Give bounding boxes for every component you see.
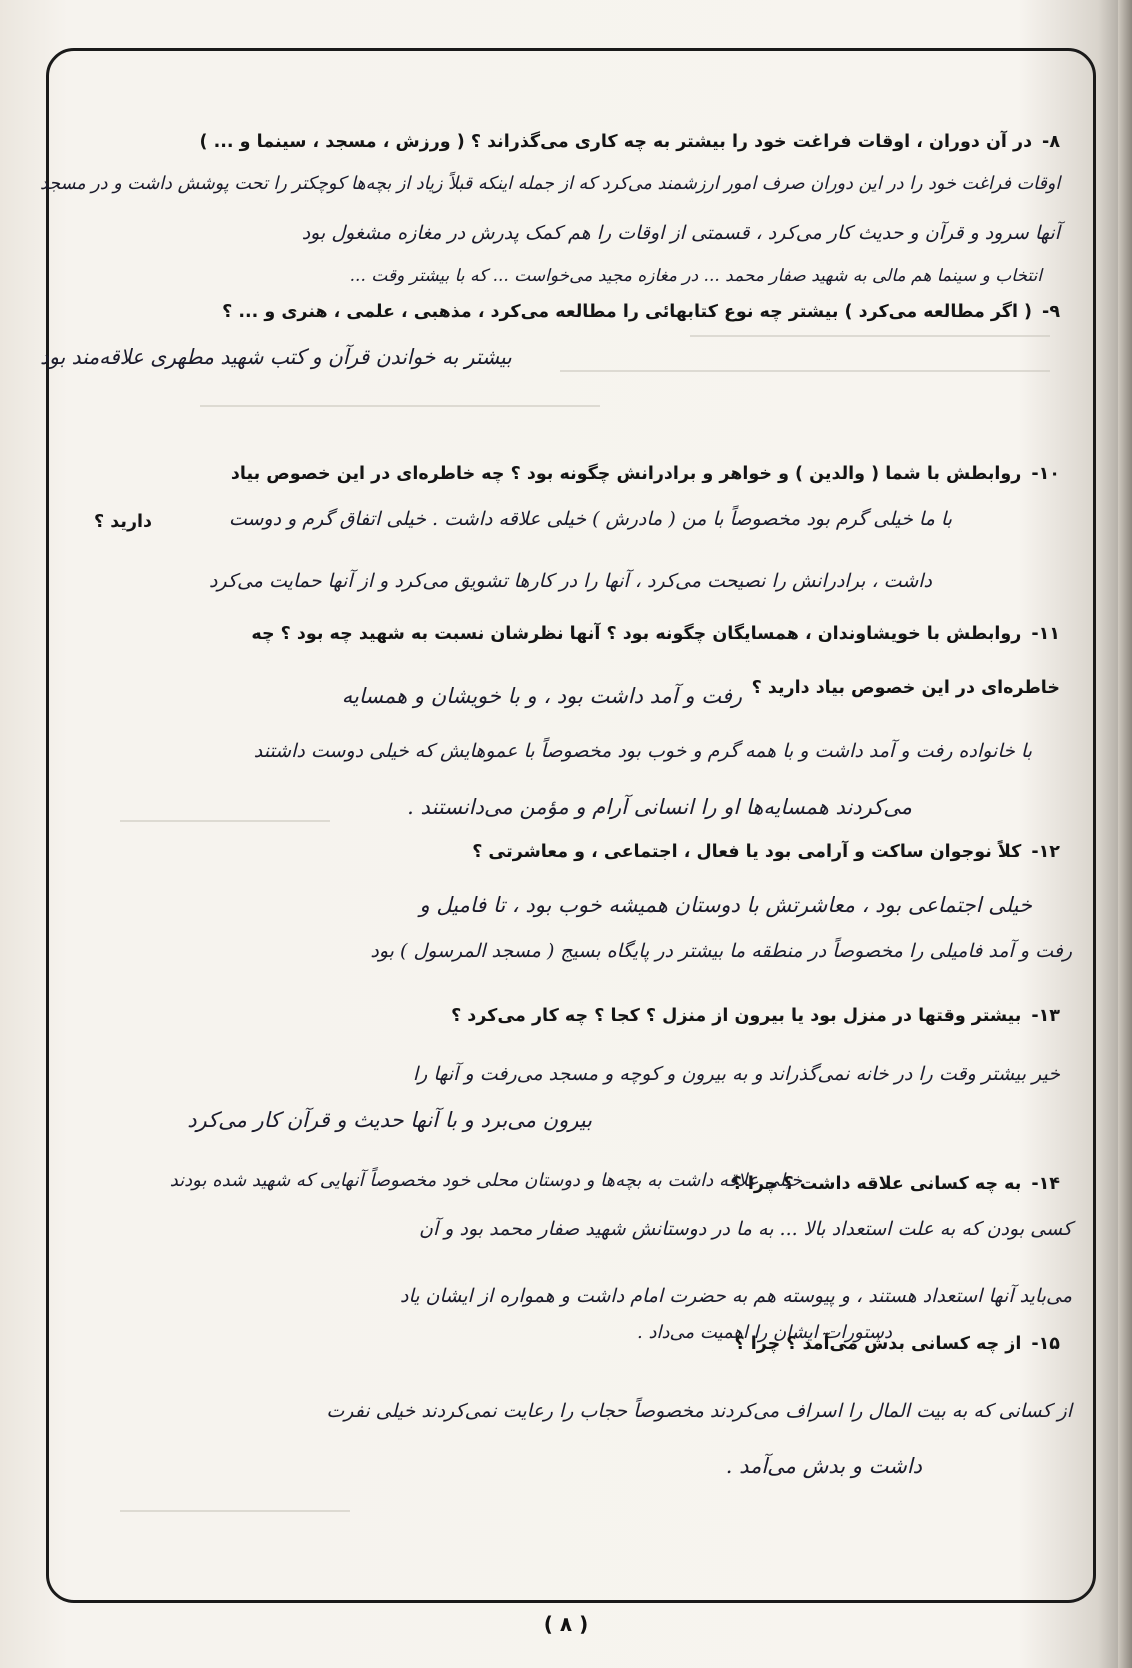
question-12: [472, 840, 1060, 864]
answer-12-line-2: رفت و آمد فامیلی را مخصوصاً در منطقه ما بیشتر در پایگاه بسیج ( مسجد المرسول ) بود: [370, 940, 1072, 962]
show-through-line: [690, 335, 1050, 337]
question-number: ۸-: [1042, 132, 1060, 152]
question-number: ۱۴-: [1031, 1174, 1060, 1194]
question-text: به چه کسانی علاقه داشت ؟ چرا ؟: [731, 1174, 1022, 1194]
question-11-continued: [752, 676, 1060, 700]
question-text: کلاً نوجوان ساکت و آرامی بود یا فعال ، اجتماعی ، و معاشرتی ؟: [472, 842, 1022, 862]
answer-15-line-1: از کسانی که به بیت المال را اسراف می‌کردند مخصوصاً حجاب را رعایت نمی‌کردند خیلی نفرت: [326, 1400, 1072, 1422]
book-spine-edge: [1118, 0, 1132, 1668]
question-10: [231, 462, 1060, 486]
question-number: ۱۰-: [1031, 464, 1060, 484]
answer-11-line-3: می‌کردند همسایه‌ها او را انسانی آرام و مؤمن می‌دانستند .: [407, 795, 912, 819]
show-through-line: [120, 1510, 350, 1512]
question-text: ( اگر مطالعه می‌کرد ) بیشتر چه نوع کتابهائی را مطالعه می‌کرد ، مذهبی ، علمی ، هنری و ... ؟: [222, 302, 1033, 322]
question-number: ۱۱-: [1031, 624, 1060, 644]
answer-15-line-2: داشت و بدش می‌آمد .: [725, 1454, 922, 1478]
show-through-line: [560, 370, 1050, 372]
question-number: ۱۲-: [1031, 842, 1060, 862]
answer-11-line-2: با خانواده رفت و آمد داشت و با همه گرم و خوب بود مخصوصاً با عموهایش که خیلی دوست داشتند: [253, 740, 1032, 762]
page-number: ( ۸ ): [543, 1612, 589, 1636]
answer-9-line-1: بیشتر به خواندن قرآن و کتب شهید مطهری علاقه‌مند بود: [40, 345, 512, 369]
show-through-line: [200, 405, 600, 407]
answer-13-line-2: بیرون می‌برد و با آنها حدیث و قرآن کار می‌کرد: [187, 1108, 592, 1132]
question-11: [251, 622, 1060, 646]
answer-8-line-2: آنها سرود و قرآن و حدیث کار می‌کرد ، قسمتی از اوقات را هم کمک پدرش در مغازه مشغول بود: [301, 222, 1060, 244]
question-number: ۱۳-: [1031, 1006, 1060, 1026]
question-text: روابطش با خویشاوندان ، همسایگان چگونه بود ؟ آنها نظرشان نسبت به شهید چه بود ؟ چه: [251, 624, 1022, 644]
question-text: از چه کسانی بدش می‌آمد ؟ چرا ؟: [734, 1334, 1022, 1354]
question-text: بیشتر وقتها در منزل بود یا بیرون از منزل ؟ کجا ؟ چه کار می‌کرد ؟: [451, 1006, 1022, 1026]
answer-8-line-3: انتخاب و سینما هم مالی به شهید صفار محمد ... در مغازه مجید می‌خواست ... که با بیشتر وقت ...: [349, 266, 1042, 286]
answer-10-line-2: داشت ، برادرانش را نصیحت می‌کرد ، آنها را در کارها تشویق می‌کرد و از آنها حمایت می‌کرد: [208, 570, 932, 592]
question-text: روابطش با شما ( والدین ) و خواهر و برادرانش چگونه بود ؟ چه خاطره‌ای در این خصوص بیاد: [230, 464, 1022, 484]
question-13: [451, 1004, 1060, 1028]
answer-14-line-2: کسی بودن که به علت استعداد بالا ... به ما در دوستانش شهید صفار محمد بود و آن: [419, 1218, 1072, 1240]
answer-14-line-3: می‌باید آنها استعداد هستند ، و پیوسته هم به حضرت امام داشت و همواره از ایشان یاد: [399, 1285, 1072, 1307]
question-8: [200, 130, 1060, 154]
answer-11-line-1: رفت و آمد داشت بود ، و با خویشان و همسایه: [341, 684, 742, 708]
show-through-line: [120, 820, 330, 822]
answer-10-line-1: با ما خیلی گرم بود مخصوصاً با من ( مادرش ) خیلی علاقه داشت . خیلی اتفاق گرم و دوست: [228, 508, 952, 530]
answer-14-line-4: دستورات ایشان را اهمیت می‌داد .: [637, 1322, 892, 1343]
answer-13-line-1: خیر بیشتر وقت را در خانه نمی‌گذراند و به بیرون و کوچه و مسجد می‌رفت و آنها را: [412, 1063, 1060, 1085]
question-15: [734, 1332, 1060, 1356]
answer-12-line-1: خیلی اجتماعی بود ، معاشرتش با دوستان همیشه خوب بود ، تا فامیل و: [419, 893, 1032, 917]
question-9: [222, 300, 1060, 324]
question-number: ۹-: [1042, 302, 1060, 322]
question-text-continued: دارید ؟: [94, 512, 152, 532]
question-10-continued: [94, 510, 152, 534]
answer-14-line-1: خیلی علاقه داشت به بچه‌ها و دوستان محلی خود مخصوصاً آنهایی که شهید شده بودند: [169, 1170, 802, 1191]
question-text: در آن دوران ، اوقات فراغت خود را بیشتر به چه کاری می‌گذراند ؟ ( ورزش ، مسجد ، سینما و ... ): [199, 132, 1033, 152]
question-number: ۱۵-: [1031, 1334, 1060, 1354]
question-text-continued: خاطره‌ای در این خصوص بیاد دارید ؟: [751, 678, 1060, 698]
answer-8-line-1: اوقات فراغت خود را در این دوران صرف امور ارزشمند می‌کرد که از جمله اینکه قبلاً زیاد از بچه‌ها کوچکتر را تحت پوشش داشت و در مسجد: [39, 173, 1060, 194]
